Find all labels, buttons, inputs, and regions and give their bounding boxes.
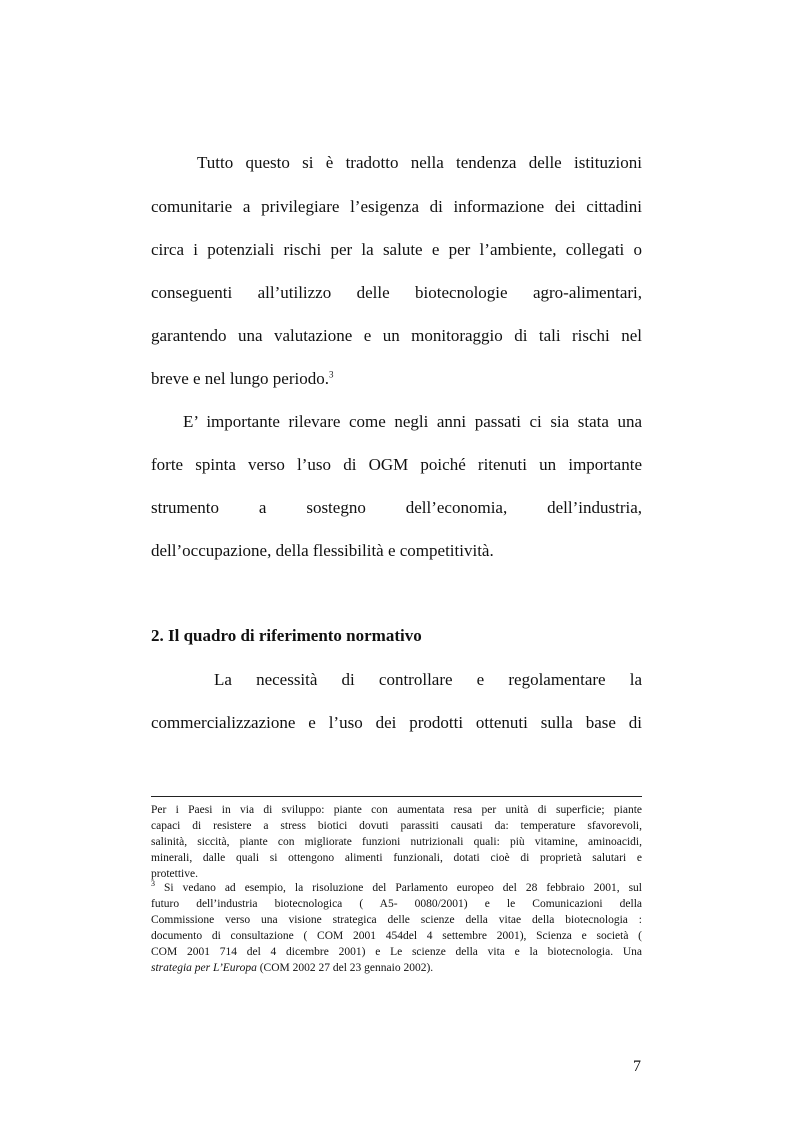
paragraph-1-line-6-text: breve e nel lungo periodo. [151, 369, 329, 388]
footnote-3-line-1 [151, 879, 642, 897]
footnote-3-line-4: documento di consultazione ( COM 2001 454del 4 settembre 2001), Scienza e società ( [151, 930, 642, 942]
paragraph-2-line-4: dell’occupazione, della flessibilità e competitività. [151, 541, 494, 560]
footnote-continued-line-3: salinità, siccità, piante con migliorate funzioni nutrizionali quali: più vitamine, aminoacidi, [151, 836, 642, 848]
footnote-3-number: 3 [151, 879, 155, 889]
footnote-separator [151, 796, 642, 797]
paragraph-3-line-1: La necessità di controllare e regolamentare la [214, 670, 642, 689]
paragraph-1-line-5: garantendo una valutazione e un monitoraggio di tali rischi nel [151, 326, 642, 345]
footnote-3-line-6 [151, 963, 642, 975]
paragraph-2-line-3: strumento a sostegno dell’economia, dell’industria, [151, 498, 642, 517]
paragraph-2-line-1: E’ importante rilevare come negli anni passati ci sia stata una [183, 412, 642, 431]
footnote-3-line-1-text: Si vedano ad esempio, la risoluzione del Parlamento europeo del 28 febbraio 2001, sul [155, 882, 642, 894]
paragraph-2-line-2: forte spinta verso l’uso di OGM poiché ritenuti un importante [151, 455, 642, 474]
paragraph-1-line-4: conseguenti all’utilizzo delle biotecnologie agro-alimentari, [151, 283, 642, 302]
footnote-3-italic-title: strategia per L’Europa [151, 962, 257, 974]
page-number: 7 [633, 1058, 641, 1075]
footnote-continued-line-5: protettive. [151, 868, 198, 880]
footnote-ref-3: 3 [328, 369, 334, 380]
footnote-continued-line-1: Per i Paesi in via di sviluppo: piante con aumentata resa per unità di superficie; piante [151, 804, 642, 816]
paragraph-1-line-3: circa i potenziali rischi per la salute e per l’ambiente, collegati o [151, 240, 642, 259]
paragraph-3-line-2: commercializzazione e l’uso dei prodotti ottenuti sulla base di [151, 713, 642, 732]
paragraph-1-line-1: Tutto questo si è tradotto nella tendenza delle istituzioni [197, 153, 642, 172]
footnote-continued-line-4: minerali, dalle quali si ottengono alimenti funzionali, dotati cioè di proprietà salutari e [151, 852, 642, 864]
paragraph-1-line-2: comunitarie a privilegiare l’esigenza di informazione dei cittadini [151, 197, 642, 216]
footnote-continued-line-2: capaci di resistere a stress biotici dovuti parassiti causati da: temperature sfavorevoli, [151, 820, 642, 832]
footnote-3-line-6-text: (COM 2002 27 del 23 gennaio 2002). [256, 962, 434, 974]
section-heading: 2. Il quadro di riferimento normativo [151, 626, 422, 645]
footnote-3-line-3: Commissione verso una visione strategica delle scienze della vitae della biotecnologia : [151, 914, 642, 926]
paragraph-1-line-6 [151, 370, 333, 387]
footnote-3-line-5: COM 2001 714 del 4 dicembre 2001) e Le scienze della vita e la biotecnologia. Una [151, 946, 642, 958]
footnote-3-line-2: futuro dell’industria biotecnologica ( A5- 0080/2001) e le Comunicazioni della [151, 898, 642, 910]
